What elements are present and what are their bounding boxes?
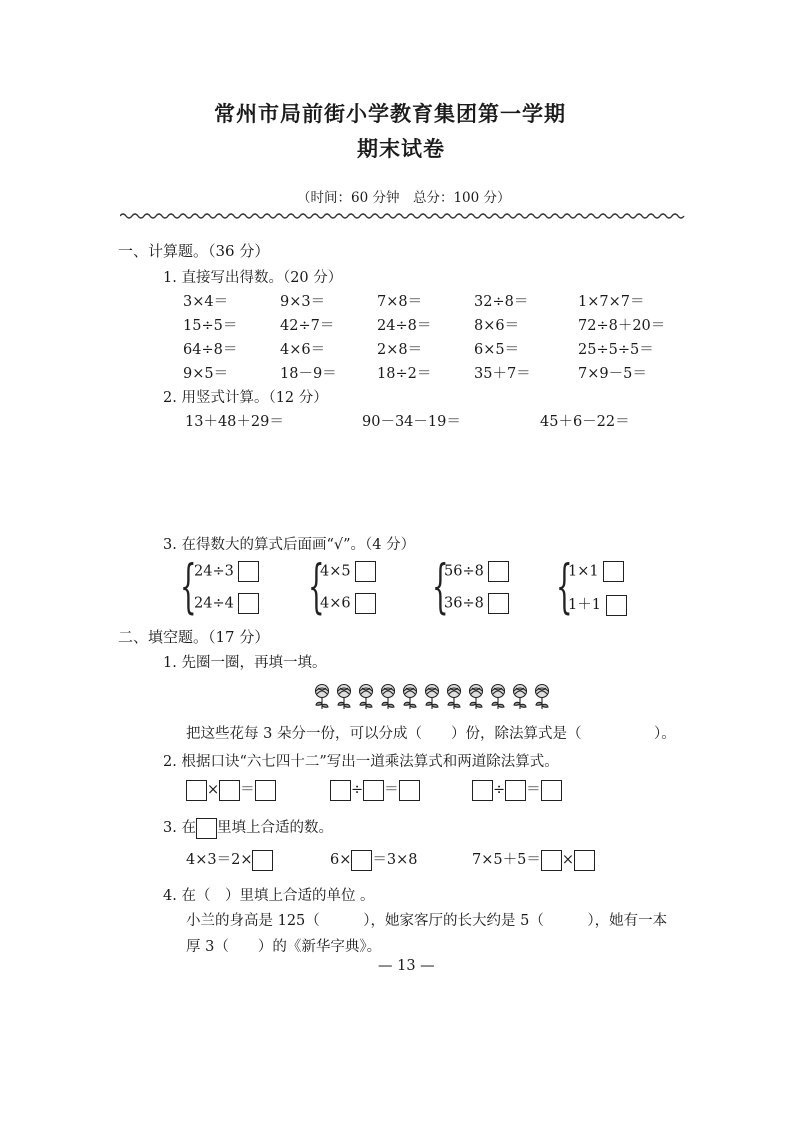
calc-item: 42÷7＝: [280, 318, 335, 334]
flower-icon: [422, 683, 442, 711]
calc-item: 7×8＝: [377, 294, 423, 310]
box-symbol: [196, 818, 217, 839]
compare-expr: 4×6: [320, 595, 351, 612]
question-label: 1. 先圈一圈，再填一填。: [163, 655, 327, 671]
brace: {: [180, 552, 197, 620]
flower-icon: [532, 683, 552, 711]
calc-item: 9×5＝: [183, 366, 229, 382]
question-label: 3. 在 里填上合适的数。: [163, 816, 333, 839]
answer-box[interactable]: [238, 561, 259, 582]
compare-expr: 24÷4: [194, 595, 234, 612]
answer-box[interactable]: [574, 850, 595, 871]
compare-expr: 1＋1: [568, 597, 601, 613]
operator: ＝: [526, 782, 541, 798]
answer-box[interactable]: [606, 595, 627, 616]
fill-sentence: 厚 3（ ）的《新华字典》。: [186, 939, 382, 955]
answer-box[interactable]: [399, 780, 420, 801]
flower-icon: [510, 683, 530, 711]
equation-boxes: [330, 778, 420, 801]
exam-meta: （时间：60 分钟 总分：100 分）: [297, 190, 511, 206]
answer-box[interactable]: [505, 780, 526, 801]
equation-boxes: [472, 778, 562, 801]
vertical-calc-item: 90－34－19＝: [362, 414, 461, 430]
fill-equation: 6× ＝3×8: [330, 848, 417, 871]
answer-box[interactable]: [541, 780, 562, 801]
compare-expr: 56÷8: [444, 563, 484, 580]
calc-item: 4×6＝: [280, 342, 326, 358]
calc-item: 9×3＝: [280, 294, 326, 310]
answer-box[interactable]: [355, 593, 376, 614]
equation-boxes: [186, 778, 276, 801]
section-heading: 一、计算题。（36 分）: [118, 242, 270, 260]
brace: {: [432, 552, 449, 620]
calc-item: 72÷8＋20＝: [578, 318, 666, 334]
fill-sentence: 把这些花每 3 朵分一份，可以分成（ ）份，除法算式是（ ）。: [186, 726, 676, 742]
answer-box[interactable]: [186, 780, 207, 801]
vertical-calc-item: 13＋48＋29＝: [185, 414, 284, 430]
calc-item: 7×9－5＝: [578, 366, 647, 382]
answer-box[interactable]: [238, 593, 259, 614]
flower-icon: [356, 683, 376, 711]
calc-item: 35＋7＝: [474, 366, 531, 382]
brace: {: [308, 552, 325, 620]
fill-equation: 4×3＝2×: [186, 848, 273, 871]
calc-item: 18－9＝: [280, 366, 337, 382]
question-label: 2. 根据口诀“六七四十二”写出一道乘法算式和两道除法算式。: [163, 754, 559, 770]
page-title: 常州市局前街小学教育集团第一学期: [214, 102, 566, 126]
calc-item: 6×5＝: [474, 342, 520, 358]
decorative-divider: [120, 212, 686, 220]
answer-box[interactable]: [330, 780, 351, 801]
operator: ÷: [493, 782, 506, 798]
compare-expr: 1×1: [568, 563, 599, 580]
calc-item: 3×4＝: [183, 294, 229, 310]
answer-box[interactable]: [363, 780, 384, 801]
fill-equation: 7×5＋5＝ ×: [472, 848, 595, 871]
compare-expr: 4×5: [320, 563, 351, 580]
flower-icon: [466, 683, 486, 711]
fill-sentence: 小兰的身高是 125（ ），她家客厅的长大约是 5（ ），她有一本: [186, 913, 668, 929]
operator: ＝: [240, 782, 255, 798]
question-label: 1. 直接写出得数。（20 分）: [163, 270, 343, 286]
brace: {: [556, 552, 573, 620]
flower-icon: [312, 683, 332, 711]
operator: ×: [207, 782, 220, 798]
answer-box[interactable]: [603, 561, 624, 582]
flower-icon: [444, 683, 464, 711]
flower-row: [312, 683, 554, 715]
calc-item: 24÷8＝: [377, 318, 432, 334]
question-label: 3. 在得数大的算式后面画“√”。（4 分）: [163, 537, 416, 553]
answer-box[interactable]: [488, 593, 509, 614]
answer-box[interactable]: [351, 850, 372, 871]
compare-expr: 36÷8: [444, 595, 484, 612]
question-label: 4. 在（ ）里填上合适的单位 。: [163, 888, 375, 904]
question-label: 2. 用竖式计算。（12 分）: [163, 390, 328, 406]
calc-item: 32÷8＝: [474, 294, 529, 310]
section-heading: 二、填空题。（17 分）: [118, 628, 270, 646]
answer-box[interactable]: [541, 850, 562, 871]
flower-icon: [378, 683, 398, 711]
calc-item: 15÷5＝: [183, 318, 238, 334]
operator: ÷: [351, 782, 364, 798]
answer-box[interactable]: [472, 780, 493, 801]
operator: ＝: [384, 782, 399, 798]
calc-item: 18÷2＝: [377, 366, 432, 382]
calc-item: 25÷5÷5＝: [578, 342, 654, 358]
calc-item: 1×7×7＝: [578, 294, 645, 310]
calc-item: 2×8＝: [377, 342, 423, 358]
calc-item: 64÷8＝: [183, 342, 238, 358]
compare-expr: 24÷3: [194, 563, 234, 580]
vertical-calc-item: 45＋6－22＝: [540, 414, 630, 430]
flower-icon: [488, 683, 508, 711]
flower-icon: [334, 683, 354, 711]
answer-box[interactable]: [219, 780, 240, 801]
answer-box[interactable]: [355, 561, 376, 582]
flower-icon: [400, 683, 420, 711]
page-number: — 13 —: [378, 958, 435, 974]
calc-item: 8×6＝: [474, 318, 520, 334]
answer-box[interactable]: [488, 561, 509, 582]
page-title-line2: 期末试卷: [357, 137, 445, 161]
answer-box[interactable]: [255, 780, 276, 801]
answer-box[interactable]: [252, 850, 273, 871]
